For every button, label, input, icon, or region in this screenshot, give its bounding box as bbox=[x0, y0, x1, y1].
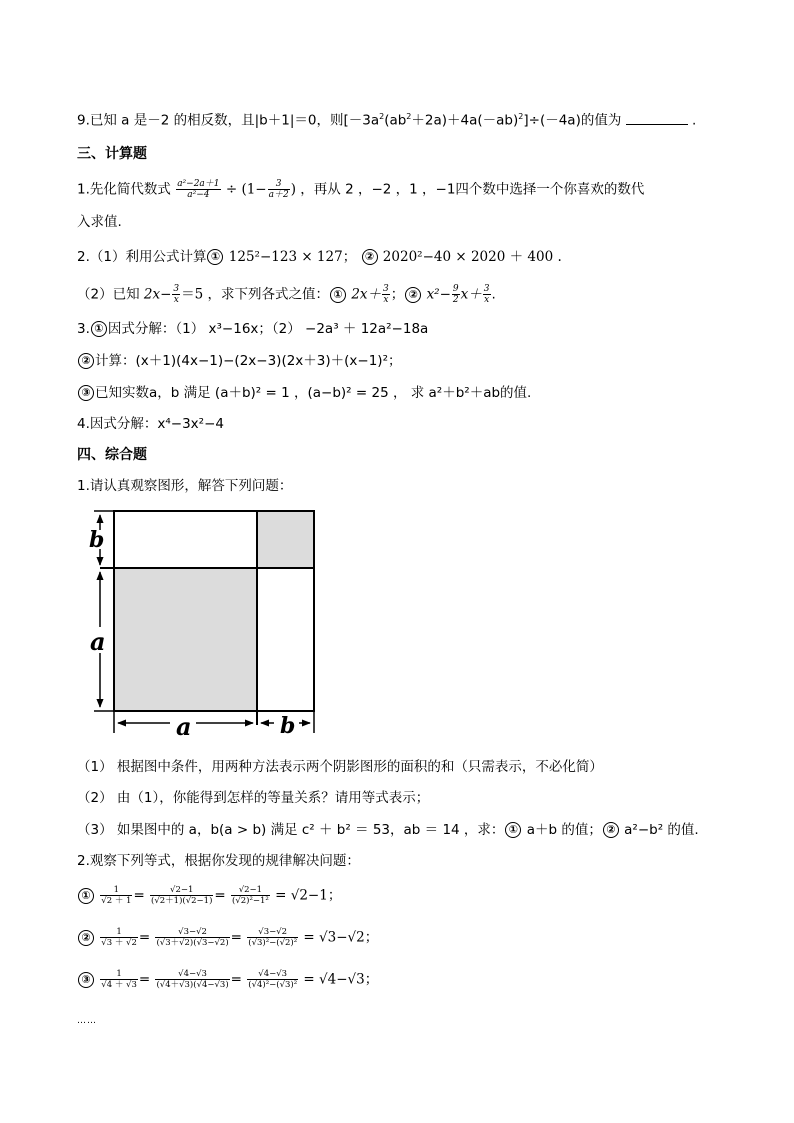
cq2-e2-fraction-2 bbox=[483, 284, 491, 305]
row2-f-den: √3 ＋ √2 bbox=[101, 938, 137, 948]
cq2-e1a: 2x＋ bbox=[351, 286, 382, 303]
calc-question-1 bbox=[77, 179, 644, 200]
comp-question-1-part-2: （2） 由（1），你能得到怎样的等量关系？请用等式表示； bbox=[77, 790, 430, 806]
row1-g-num: √2−1 bbox=[150, 885, 213, 896]
circled-1-icon: ① bbox=[78, 888, 94, 904]
cp3-text-b: a＋b 的值； bbox=[522, 822, 602, 838]
cq1-paren-close: ) bbox=[290, 181, 296, 198]
row3-g-den: (√4＋√3)(√4−√3) bbox=[156, 980, 229, 990]
circled-3-icon: ③ bbox=[78, 385, 94, 401]
cq1-fraction-2 bbox=[268, 179, 290, 200]
circled-2-icon: ② bbox=[78, 930, 94, 946]
identity-row-2: ② $\frac{1}{√3 + √2}$ = $\frac{√3-√2}{(√3+√2)(√3-√2)}$ = $\frac{√3-√2}{\text{(√3)²−(√2)²}}$ = √3−√2； bbox=[77, 927, 378, 948]
cq2-e2b: x＋ bbox=[460, 286, 482, 303]
cq2-expr-1: 125²−123 × 127； bbox=[228, 249, 357, 265]
cq1-paren-open: (1− bbox=[241, 181, 267, 198]
circled-3-icon: ③ bbox=[78, 972, 94, 988]
calc-question-3-line-2 bbox=[77, 351, 402, 371]
label-a-left: a bbox=[90, 627, 106, 656]
comp-question-1-part-3 bbox=[77, 820, 699, 840]
cq1-f1-numerator: a²−2a＋1 bbox=[177, 179, 220, 189]
row2-h-den: (√3)²−(√2)² bbox=[248, 938, 298, 948]
row1-result: = √2−1； bbox=[275, 887, 342, 904]
row2-f-num: 1 bbox=[100, 927, 138, 938]
row2-result: = √3−√2； bbox=[303, 929, 379, 946]
cq2-cond-fraction bbox=[172, 284, 180, 305]
cp3-text-c: a²−b² 的值. bbox=[619, 822, 699, 838]
question-9 bbox=[77, 107, 696, 131]
cq2-e2-num2: 3 bbox=[483, 284, 490, 294]
cq2-e2-fraction-1 bbox=[452, 284, 460, 305]
q9-text-b: (ab bbox=[384, 112, 407, 129]
cq2-e1-fraction bbox=[382, 284, 390, 305]
square-diagram bbox=[80, 503, 325, 743]
cq1-f1-denominator: a²−4 bbox=[187, 190, 210, 200]
cq2-cond-den: x bbox=[173, 295, 179, 305]
comp-question-2-intro: 2.观察下列等式，根据你发现的规律解决问题： bbox=[77, 853, 360, 869]
q9-sup-3: 2 bbox=[518, 112, 524, 121]
row2-frac-3 bbox=[247, 927, 298, 948]
shaded-small-square bbox=[258, 512, 313, 567]
q9-sup-1: 2 bbox=[379, 112, 385, 121]
cq3-line-1: 因式分解：（1） x³−16x；（2） −2a³ ＋ 12a²−18a bbox=[107, 321, 429, 337]
cp3-text-a: （3） 如果图中的 a，b(a > b) 满足 c² ＋ b² ＝ 53，ab ＝ 14 ，求： bbox=[77, 822, 505, 838]
q9-text-c: ＋2a)＋4a(－ab) bbox=[411, 112, 519, 129]
cq2-cond-b: ＝5 ，求下列各式之值： bbox=[181, 286, 330, 303]
cq2-e1-num: 3 bbox=[383, 284, 389, 294]
cq2-e2c: . bbox=[491, 286, 496, 303]
cq1-text: ，再从 2 ，−2 ，1 ，−1四个数中选择一个你喜欢的数代 bbox=[300, 181, 645, 198]
row1-h-num: √2−1 bbox=[231, 885, 270, 896]
row3-frac-2 bbox=[155, 969, 229, 990]
comp-question-1-part-1: （1） 根据图中条件，用两种方法表示两个阴影图形的面积的和（只需表示，不必化简） bbox=[77, 759, 603, 775]
q9-sup-2: 2 bbox=[406, 112, 412, 121]
row2-h-num: √3−√2 bbox=[247, 927, 298, 938]
row2-g-num: √3−√2 bbox=[155, 927, 229, 938]
identity-row-3: ③ $\frac{1}{√4 + √3}$ = $\frac{√4-√3}{(√4+√3)(√4-√3)}$ = $\frac{√4-√3}{\text{(√4)²−(√3)²}}$ = √4−√3； bbox=[77, 969, 378, 990]
row3-f-num: 1 bbox=[100, 969, 138, 980]
row1-frac-3 bbox=[231, 885, 270, 906]
label-a-bottom: a bbox=[176, 712, 192, 741]
cq2-e2-den: 2 bbox=[452, 295, 459, 305]
cq2-expr-2: 2020²−40 × 2020 ＋ 400 . bbox=[382, 249, 562, 265]
cq1-fraction-1 bbox=[176, 179, 220, 200]
cq2-e2a: x²− bbox=[426, 286, 451, 303]
row1-frac-1 bbox=[100, 885, 132, 906]
row3-h-den: (√4)²−(√3)² bbox=[248, 980, 298, 990]
calc-question-2-part-2 bbox=[77, 284, 496, 305]
cq3-prefix: 3. bbox=[77, 321, 90, 337]
label-b-bottom: b bbox=[280, 713, 296, 739]
calc-question-3-line-3 bbox=[77, 383, 531, 403]
cq1-prefix: 1.先化简代数式 bbox=[77, 181, 171, 198]
label-b-left: b bbox=[89, 527, 105, 553]
q9-tail: . bbox=[691, 112, 697, 129]
circled-2-icon: ② bbox=[78, 353, 94, 369]
answer-blank[interactable] bbox=[626, 112, 688, 125]
row1-f-den: √2 ＋ 1 bbox=[101, 896, 132, 906]
circled-2-icon: ② bbox=[362, 249, 378, 265]
calc-question-2-part-1 bbox=[77, 247, 562, 267]
circled-1-icon: ① bbox=[330, 287, 346, 303]
row1-h-den: (√2)²−1² bbox=[232, 896, 269, 906]
cq3-line-2: 计算：(x＋1)(4x−1)−(2x−3)(2x＋3)＋(x−1)²； bbox=[95, 353, 402, 369]
section-3-heading: 三、计算题 bbox=[77, 146, 147, 162]
cq2-e1b: ； bbox=[390, 286, 405, 303]
comp-question-1-intro: 1.请认真观察图形，解答下列问题： bbox=[77, 478, 293, 494]
cq2-e2-den2: x bbox=[484, 295, 490, 305]
row3-frac-3 bbox=[247, 969, 298, 990]
cq2-part2-prefix: （2）已知 bbox=[77, 286, 140, 303]
row1-frac-2 bbox=[150, 885, 213, 906]
cq1-f2-numerator: 3 bbox=[268, 179, 290, 190]
cq2-e2-num: 9 bbox=[452, 284, 459, 294]
cq1-div: ÷ bbox=[225, 181, 238, 198]
ellipsis: …… bbox=[77, 1016, 97, 1026]
row1-g-den: (√2＋1)(√2−1) bbox=[151, 896, 213, 906]
cq2-e1-den: x bbox=[383, 295, 389, 305]
cq1-f2-denominator: a＋2 bbox=[268, 190, 289, 200]
row3-g-num: √4−√3 bbox=[155, 969, 229, 980]
circled-1-icon: ① bbox=[505, 822, 521, 838]
cq2-prefix: 2.（1）利用公式计算 bbox=[77, 249, 207, 265]
row2-g-den: (√3＋√2)(√3−√2) bbox=[156, 938, 229, 948]
row3-result: = √4−√3； bbox=[303, 971, 379, 988]
calc-question-3-line-1 bbox=[77, 319, 428, 339]
row3-frac-1 bbox=[100, 969, 138, 990]
q9-text-a: 9.已知 a 是－2 的相反数，且|b＋1|＝0，则[－3a bbox=[77, 112, 380, 129]
cq2-cond-num: 3 bbox=[173, 284, 180, 294]
circled-1-icon: ① bbox=[207, 249, 223, 265]
row2-frac-2 bbox=[155, 927, 229, 948]
shaded-large-square bbox=[115, 568, 257, 710]
identity-row-1: ① $\frac{1}{√2 + 1}$ = $\frac{√2-1}{(√2+1)(√2-1)}$ = $\frac{√2-1}{\text{(√2)²−1²}}$ = √2−1； bbox=[77, 885, 341, 906]
row1-f-num: 1 bbox=[100, 885, 132, 896]
row2-frac-1 bbox=[100, 927, 138, 948]
circled-2-icon: ② bbox=[405, 287, 421, 303]
circled-2-icon: ② bbox=[603, 822, 619, 838]
cq3-line-3: 已知实数a，b 满足 (a＋b)² = 1 ，(a−b)² = 25 ， 求 a²＋b²＋ab的值. bbox=[95, 385, 532, 401]
cq2-cond-a: 2x− bbox=[143, 286, 172, 303]
calc-question-1-line-2: 入求值. bbox=[77, 214, 122, 230]
row3-h-num: √4−√3 bbox=[247, 969, 298, 980]
q9-text-d: ]÷(－4a)的值为 bbox=[523, 112, 622, 129]
section-4-heading: 四、综合题 bbox=[77, 447, 147, 463]
circled-1-icon: ① bbox=[91, 321, 107, 337]
calc-question-4: 4.因式分解：x⁴−3x²−4 bbox=[77, 416, 224, 432]
row3-f-den: √4 ＋ √3 bbox=[101, 980, 137, 990]
